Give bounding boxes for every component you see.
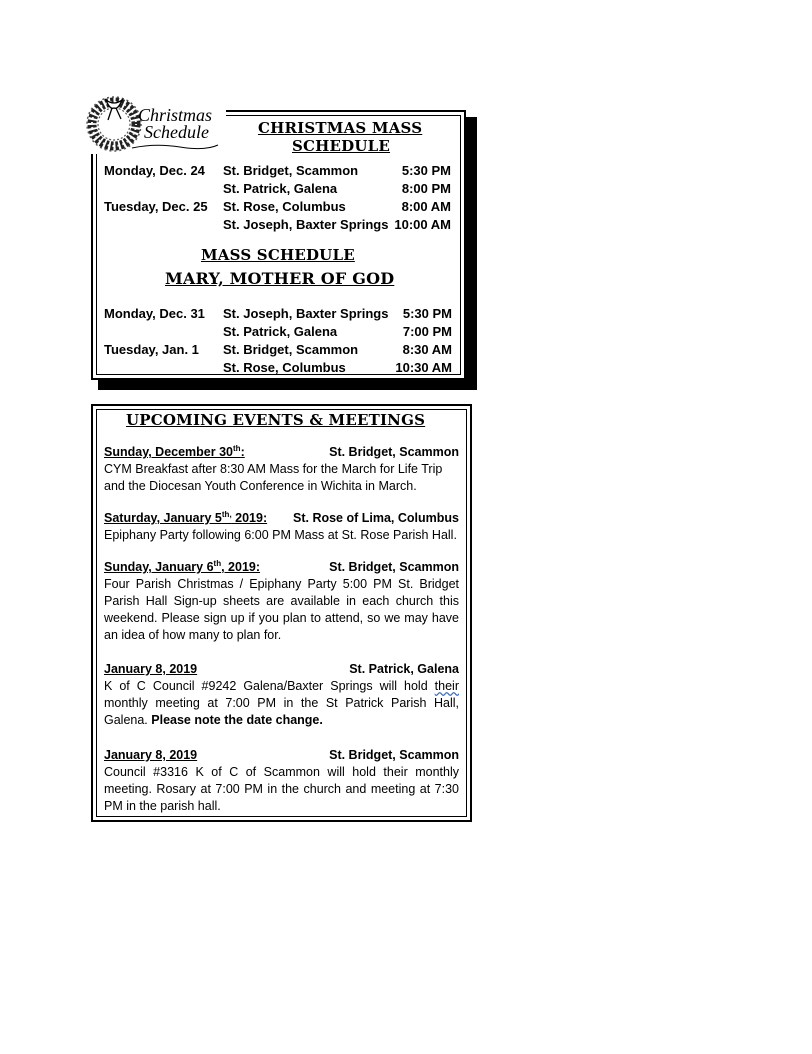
event-location: St. Bridget, Scammon [329, 560, 459, 574]
christmas-time-2: 8:00 PM [401, 181, 451, 196]
christmas-schedule-logo [84, 92, 224, 154]
event-description: Council #3316 K of C of Scammon will hold their monthly meeting. Rosary at 7:00 PM in the church and meeting at 7:30 PM in the parish hall. [104, 765, 459, 813]
event-header [104, 747, 459, 764]
christmas-church-2: St. Patrick, Galena [223, 181, 338, 196]
mary-time-4: 10:30 AM [395, 360, 452, 375]
event-kofc-scammon [104, 747, 459, 815]
event-location: St. Rose of Lima, Columbus [293, 511, 459, 525]
event-header [104, 444, 459, 461]
event-date: January 8, 2019 [104, 748, 198, 762]
christmas-mass-title: CHRISTMAS MASS [258, 119, 423, 137]
grammar-flag-word: their [434, 679, 459, 693]
christmas-day-3: Tuesday, Dec. 25 [104, 199, 208, 214]
event-location: St. Bridget, Scammon [329, 748, 459, 762]
event-description: Epiphany Party following 6:00 PM Mass at St. Rose Parish Hall. [104, 528, 457, 542]
mary-church-4: St. Rose, Columbus [223, 360, 346, 375]
date-change-note: Please note the date change. [151, 713, 323, 727]
event-cym-breakfast [104, 444, 459, 495]
event-header [104, 661, 459, 678]
event-four-parish-party [104, 559, 459, 644]
logo-word-schedule: Schedule [144, 122, 209, 142]
christmas-church-4: St. Joseph, Baxter Springs [223, 217, 389, 232]
mary-mother-of-god-title: MARY, MOTHER OF GOD [165, 269, 395, 288]
logo-word-christmas: Christmas [138, 105, 213, 125]
christmas-schedule-title: SCHEDULE [292, 137, 391, 155]
logo-swash [130, 142, 220, 152]
event-epiphany-party [104, 510, 459, 544]
mary-time-2: 7:00 PM [402, 324, 452, 339]
christmas-day-1: Monday, Dec. 24 [104, 163, 205, 178]
event-description: K of C Council #9242 Galena/Baxter Springs will hold their monthly meeting at 7:00 PM in the St Patrick Parish Hall, Galena. Please note the date change. [104, 679, 459, 727]
christmas-church-3: St. Rose, Columbus [223, 199, 346, 214]
upcoming-events-title: UPCOMING EVENTS & MEETINGS [126, 411, 426, 429]
mary-church-1: St. Joseph, Baxter Springs [223, 306, 389, 321]
mass-schedule-title: MASS SCHEDULE [201, 246, 355, 264]
event-date: Sunday, December 30th: [104, 444, 245, 459]
event-header [104, 510, 459, 527]
mary-church-3: St. Bridget, Scammon [223, 342, 359, 357]
event-description: Four Parish Christmas / Epiphany Party 5:00 PM St. Bridget Parish Hall Sign-up sheets are available in each church this weekend. Please sign up if you plan to attend, so we may have an idea of how many to plan for. [104, 577, 459, 642]
event-date: January 8, 2019 [104, 662, 198, 676]
event-date: Sunday, January 6th, 2019: [104, 559, 261, 574]
event-location: St. Bridget, Scammon [329, 445, 459, 459]
mary-day-1: Monday, Dec. 31 [104, 306, 205, 321]
mary-time-3: 8:30 AM [402, 342, 452, 357]
event-date: Saturday, January $5^{th,}$ 2019: [104, 510, 268, 525]
mary-time-1: 5:30 PM [402, 306, 452, 321]
event-description: CYM Breakfast after 8:30 AM Mass for the March for Life Trip and the Diocesan Youth Conference in Wichita in March. [104, 462, 443, 493]
mary-day-3: Tuesday, Jan. 1 [104, 342, 199, 357]
christmas-time-1: 5:30 PM [401, 163, 451, 178]
event-location: St. Patrick, Galena [349, 662, 459, 676]
christmas-time-3: 8:00 AM [401, 199, 451, 214]
mary-church-2: St. Patrick, Galena [223, 324, 338, 339]
event-header [104, 559, 459, 576]
christmas-time-4: 10:00 AM [394, 217, 451, 232]
event-kofc-galena [104, 661, 459, 729]
christmas-church-1: St. Bridget, Scammon [223, 163, 359, 178]
